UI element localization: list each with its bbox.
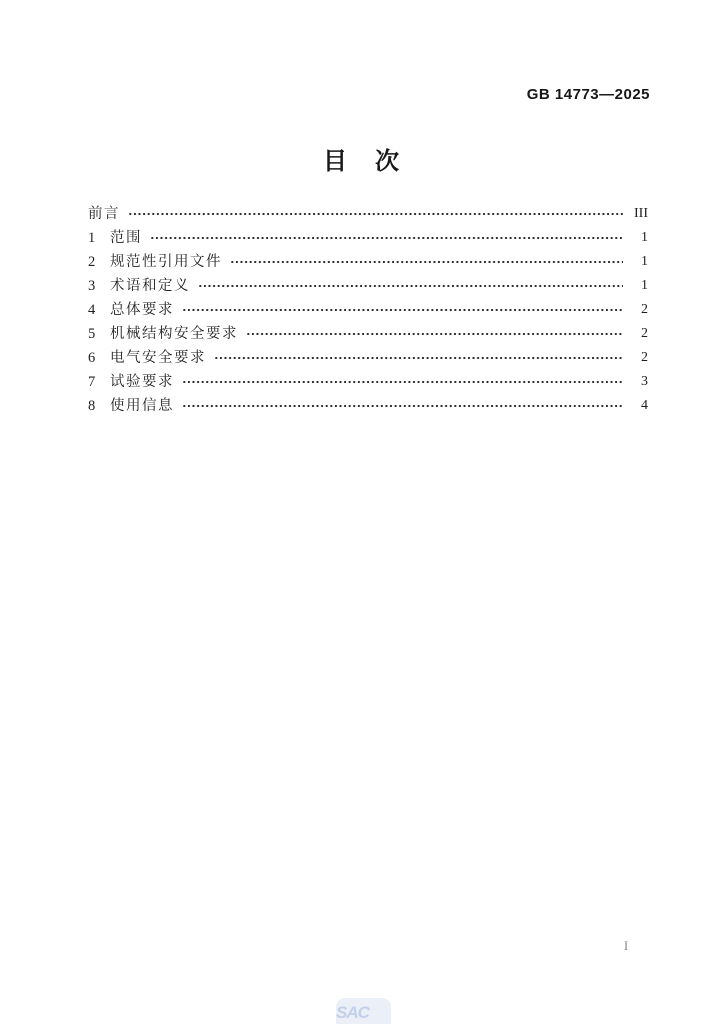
toc-entry-label: 电气安全要求	[110, 350, 206, 366]
sac-watermark-logo	[336, 998, 391, 1024]
standard-code: GB 14773—2025	[526, 86, 650, 103]
toc-entry	[88, 370, 648, 394]
toc-entry-number: 2	[88, 254, 96, 270]
toc-entry-page: 1	[641, 254, 648, 269]
toc-entry	[88, 394, 648, 418]
toc-entry-number: 4	[88, 302, 96, 318]
toc-entry-label: 术语和定义	[110, 278, 190, 294]
toc-entry-page: 3	[641, 374, 648, 389]
toc-entry-number: 5	[88, 326, 96, 342]
dot-leader	[214, 351, 623, 365]
dot-leader	[230, 255, 623, 269]
page-title: 目 次	[323, 148, 401, 175]
footer-page-number: I	[623, 938, 629, 953]
toc-entry-page: 1	[641, 230, 648, 245]
toc-entry-number: 8	[88, 398, 96, 414]
toc-entry-page: 2	[641, 326, 648, 341]
toc-entry	[88, 322, 648, 346]
toc-entry-label: 前言	[88, 206, 120, 222]
toc-entry-label: 范围	[110, 230, 142, 246]
toc-entry-number: 6	[88, 350, 96, 366]
toc-entry-number: 1	[88, 230, 96, 246]
dot-leader	[246, 327, 623, 341]
toc-entry	[88, 250, 648, 274]
toc-entry-page: 4	[641, 398, 648, 413]
dot-leader	[182, 303, 623, 317]
toc-entry-page: III	[634, 206, 648, 221]
toc-entry	[88, 274, 648, 298]
toc-entry-page: 2	[641, 350, 648, 365]
toc-entry	[88, 346, 648, 370]
table-of-contents	[88, 202, 648, 418]
toc-entry-label: 机械结构安全要求	[110, 326, 238, 342]
toc-entry	[88, 298, 648, 322]
toc-entry-label: 试验要求	[110, 374, 174, 390]
toc-entry	[88, 202, 648, 226]
sac-watermark-label: SAC	[336, 1003, 369, 1022]
toc-entry-page: 2	[641, 302, 648, 317]
dot-leader	[128, 207, 623, 221]
toc-entry	[88, 226, 648, 250]
toc-entry-label: 使用信息	[110, 398, 174, 414]
toc-entry-page: 1	[641, 278, 648, 293]
dot-leader	[198, 279, 623, 293]
toc-entry-label: 总体要求	[110, 302, 174, 318]
toc-entry-label: 规范性引用文件	[110, 254, 222, 270]
dot-leader	[182, 375, 623, 389]
toc-entry-number: 7	[88, 374, 96, 390]
dot-leader	[150, 231, 623, 245]
dot-leader	[182, 399, 623, 413]
toc-entry-number: 3	[88, 278, 96, 294]
